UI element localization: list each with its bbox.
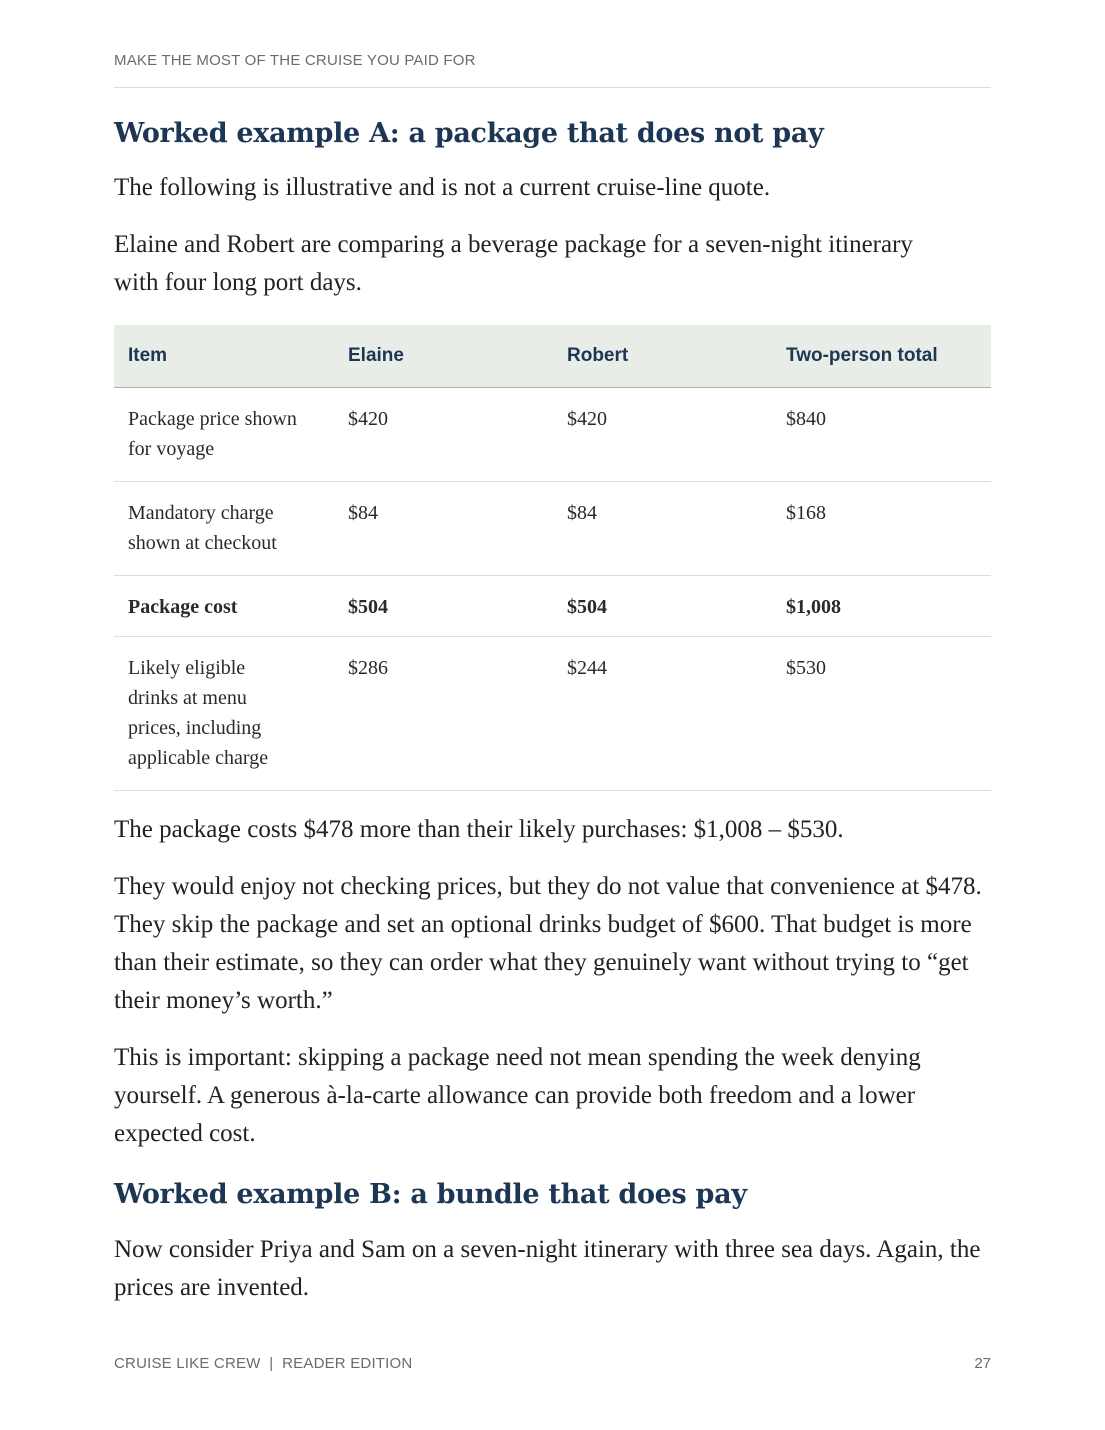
column-header-item: Item (114, 325, 334, 388)
table-cell: $504 (553, 576, 772, 637)
section-b-paragraph-1: Now consider Priya and Sam on a seven-night itinerary with three sea days. Again, the prices are invented. (114, 1236, 981, 1301)
column-header-total: Two-person total (772, 325, 991, 388)
table-cell: $286 (334, 637, 553, 791)
section-b-heading: Worked example B: a bundle that does pay (114, 1179, 747, 1210)
table-cell: Mandatory charge shown at checkout (114, 482, 334, 576)
table-cell: $168 (772, 482, 991, 576)
column-header-elaine: Elaine (334, 325, 553, 388)
column-header-robert: Robert (553, 325, 772, 388)
table-cell: $84 (553, 482, 772, 576)
section-a-paragraph-4: They would enjoy not checking prices, but they do not value that convenience at $478. They skip the package and set an optional drinks budget of $600. That budget is more than their estimate, so they can order what they genuinely want without trying to “get their money’s worth.” (114, 873, 982, 1014)
section-a-paragraph-2: Elaine and Robert are comparing a beverage package for a seven-night itinerary with four long port days. (114, 231, 913, 296)
table-row (114, 637, 991, 791)
section-a-paragraph-1: The following is illustrative and is not a current cruise-line quote. (114, 174, 771, 201)
table-cell: $420 (334, 388, 553, 482)
page-number: 27 (974, 1355, 991, 1372)
table-cell: $420 (553, 388, 772, 482)
table-cell: $530 (772, 637, 991, 791)
table-cell: $244 (553, 637, 772, 791)
table-cell: Likely eligible drinks at menu prices, including applicable charge (114, 637, 334, 791)
header-divider (114, 87, 991, 88)
section-a-paragraph-5: This is important: skipping a package need not mean spending the week denying yourself. A generous à-la-carte allowance can provide both freedom and a lower expected cost. (114, 1044, 921, 1147)
running-header: MAKE THE MOST OF THE CRUISE YOU PAID FOR (114, 52, 476, 69)
section-a-heading: Worked example A: a package that does not pay (114, 118, 824, 149)
package-cost-table (114, 325, 991, 791)
table-row-package-cost (114, 576, 991, 637)
table-row (114, 388, 991, 482)
running-footer: CRUISE LIKE CREW | READER EDITION (114, 1355, 413, 1372)
section-a-paragraph-3: The package costs $478 more than their likely purchases: $1,008 – $530. (114, 816, 844, 843)
table-header-row (114, 325, 991, 388)
table-cell: $840 (772, 388, 991, 482)
table-cell: $504 (334, 576, 553, 637)
table-cell: Package cost (114, 576, 334, 637)
table-cell: $1,008 (772, 576, 991, 637)
table-row (114, 482, 991, 576)
table-cell: Package price shown for voyage (114, 388, 334, 482)
table-cell: $84 (334, 482, 553, 576)
